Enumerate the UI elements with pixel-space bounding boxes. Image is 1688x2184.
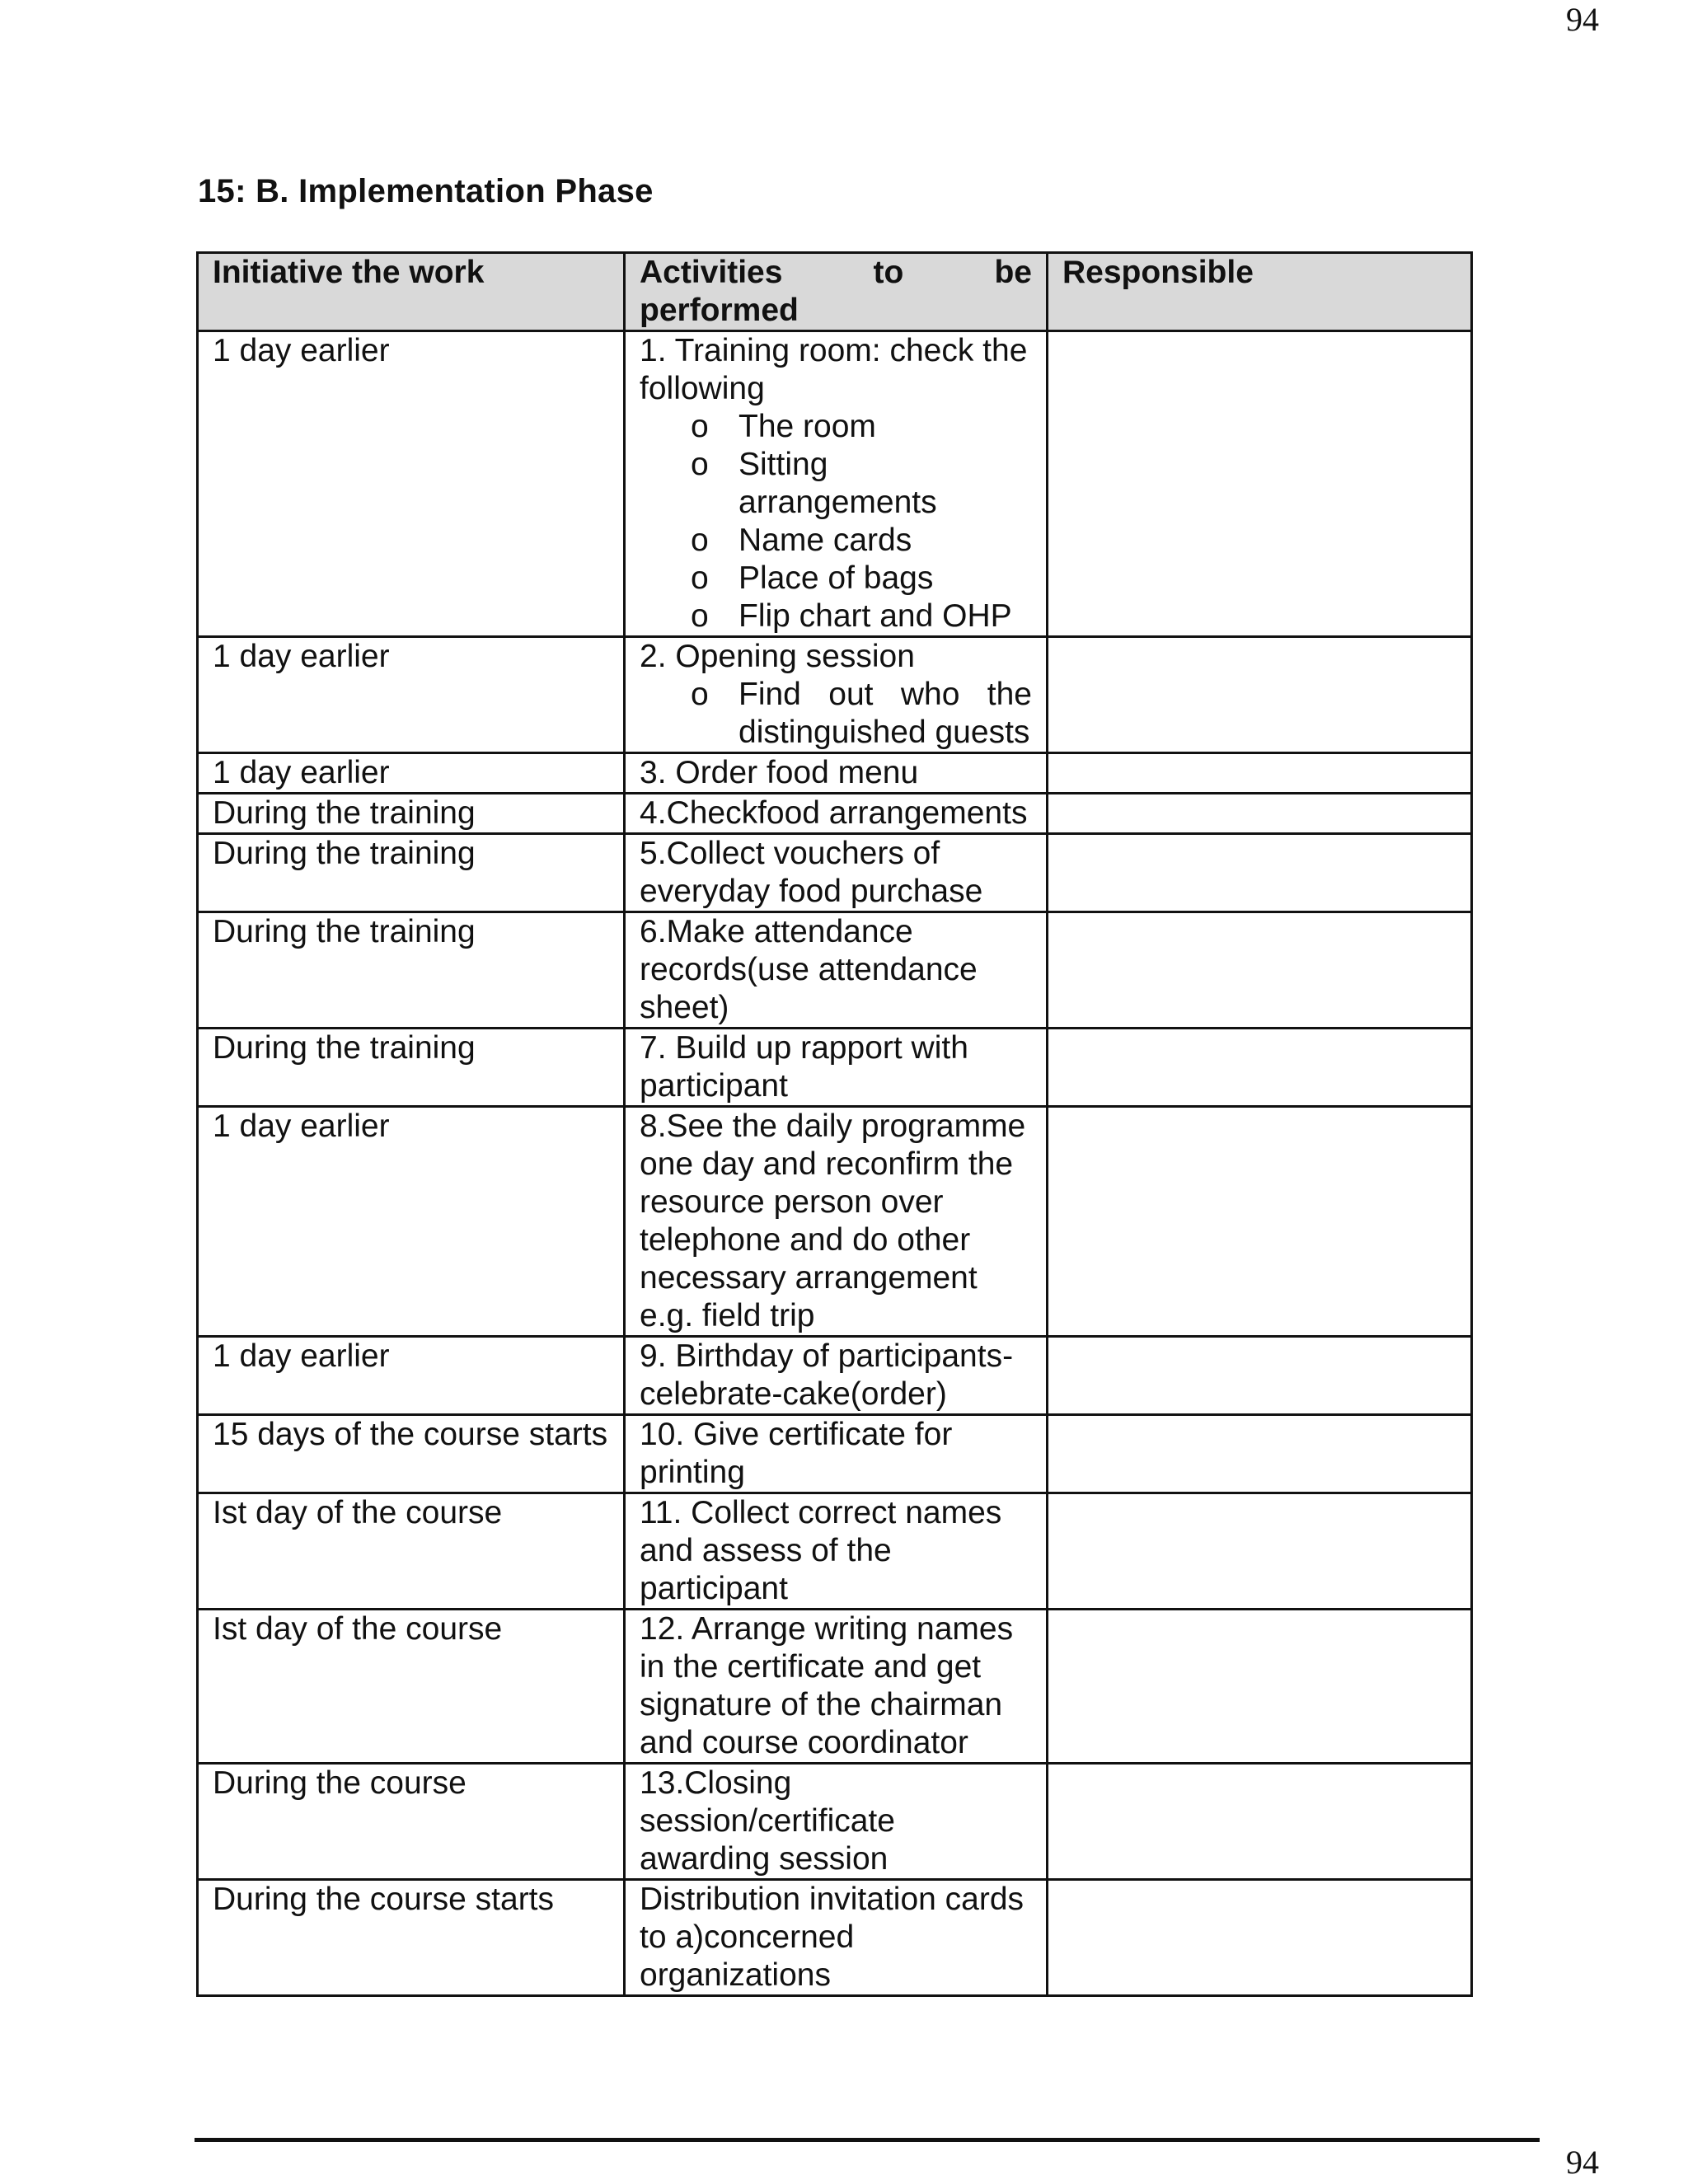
responsible-cell: [1048, 331, 1472, 637]
bullet-icon: o: [691, 677, 709, 712]
footer-rule: [195, 2138, 1540, 2142]
activity-text: 1. Training room: check the following: [640, 333, 1028, 406]
initiative-cell: Ist day of the course: [198, 1493, 625, 1610]
initiative-cell: 1 day earlier: [198, 637, 625, 753]
initiative-cell: During the training: [198, 794, 625, 834]
initiative-cell: 1 day earlier: [198, 331, 625, 637]
initiative-cell: During the training: [198, 834, 625, 912]
list-item: o Sitting arrangements: [691, 447, 937, 520]
table-header-row: [198, 253, 1472, 331]
list-item: o Flip chart and OHP: [691, 598, 1012, 634]
table-row: [198, 1880, 1472, 1996]
bullet-icon: o: [691, 409, 709, 444]
responsible-cell: [1048, 1337, 1472, 1415]
activity-cell: [625, 637, 1048, 753]
initiative-cell: During the training: [198, 1029, 625, 1107]
list-item: o Place of bags: [691, 560, 934, 596]
activity-cell: 4.Checkfood arrangements: [625, 794, 1048, 834]
bullet-icon: o: [691, 598, 709, 634]
page-number-top: 94: [1566, 1, 1599, 38]
table-row: [198, 1610, 1472, 1764]
activity-cell: 12. Arrange writing names in the certificate and get signature of the chairman and course coordinator: [625, 1610, 1048, 1764]
initiative-cell: Ist day of the course: [198, 1610, 625, 1764]
initiative-cell: 1 day earlier: [198, 1337, 625, 1415]
table-row: [198, 1029, 1472, 1107]
table-row: [198, 1337, 1472, 1415]
header-initiative: Initiative the work: [198, 253, 625, 331]
bullet-icon: o: [691, 523, 709, 558]
table-row: [198, 834, 1472, 912]
responsible-cell: [1048, 1107, 1472, 1337]
list-item: o Find out who the distinguished guests: [691, 677, 1032, 750]
table-row: [198, 1764, 1472, 1880]
initiative-cell: 1 day earlier: [198, 1107, 625, 1337]
page-number-bottom: 94: [1566, 2144, 1599, 2181]
responsible-cell: [1048, 1493, 1472, 1610]
activity-cell: 10. Give certificate for printing: [625, 1415, 1048, 1493]
initiative-cell: 15 days of the course starts: [198, 1415, 625, 1493]
table-row: [198, 1107, 1472, 1337]
responsible-cell: [1048, 1880, 1472, 1996]
table-row: [198, 1493, 1472, 1610]
responsible-cell: [1048, 1415, 1472, 1493]
activity-cell: 8.See the daily programme one day and reconfirm the resource person over telephone and do other necessary arrangement e.g. field trip: [625, 1107, 1048, 1337]
responsible-cell: [1048, 1029, 1472, 1107]
initiative-cell: During the course: [198, 1764, 625, 1880]
activity-cell: 9. Birthday of participants-celebrate-cake(order): [625, 1337, 1048, 1415]
responsible-cell: [1048, 834, 1472, 912]
activity-cell: 13.Closing session/certificate awarding session: [625, 1764, 1048, 1880]
responsible-cell: [1048, 1610, 1472, 1764]
checklist: [640, 676, 1032, 752]
list-item: o Name cards: [691, 523, 912, 558]
table-row: [198, 331, 1472, 637]
responsible-cell: [1048, 753, 1472, 794]
checklist: [640, 408, 1032, 635]
activity-cell: Distribution invitation cards to a)concerned organizations: [625, 1880, 1048, 1996]
initiative-cell: 1 day earlier: [198, 753, 625, 794]
bullet-icon: o: [691, 447, 709, 482]
activity-cell: [625, 331, 1048, 637]
table-row: [198, 912, 1472, 1029]
activity-cell: 7. Build up rapport with participant: [625, 1029, 1048, 1107]
responsible-cell: [1048, 794, 1472, 834]
activity-cell: 6.Make attendance records(use attendance sheet): [625, 912, 1048, 1029]
activity-cell: 5.Collect vouchers of everyday food purchase: [625, 834, 1048, 912]
responsible-cell: [1048, 637, 1472, 753]
table-row: [198, 637, 1472, 753]
section-title: 15: B. Implementation Phase: [198, 173, 654, 209]
header-activities: Activities to be performed: [625, 253, 1048, 331]
activity-text: 2. Opening session: [640, 639, 915, 674]
initiative-cell: During the training: [198, 912, 625, 1029]
bullet-icon: o: [691, 560, 709, 596]
initiative-cell: During the course starts: [198, 1880, 625, 1996]
activity-cell: 11. Collect correct names and assess of the participant: [625, 1493, 1048, 1610]
table-row: [198, 794, 1472, 834]
activity-cell: 3. Order food menu: [625, 753, 1048, 794]
table-row: [198, 1415, 1472, 1493]
responsible-cell: [1048, 1764, 1472, 1880]
table-row: [198, 753, 1472, 794]
header-responsible: Responsible: [1048, 253, 1472, 331]
list-item: o The room: [691, 409, 876, 444]
implementation-table: [196, 251, 1473, 1997]
responsible-cell: [1048, 912, 1472, 1029]
